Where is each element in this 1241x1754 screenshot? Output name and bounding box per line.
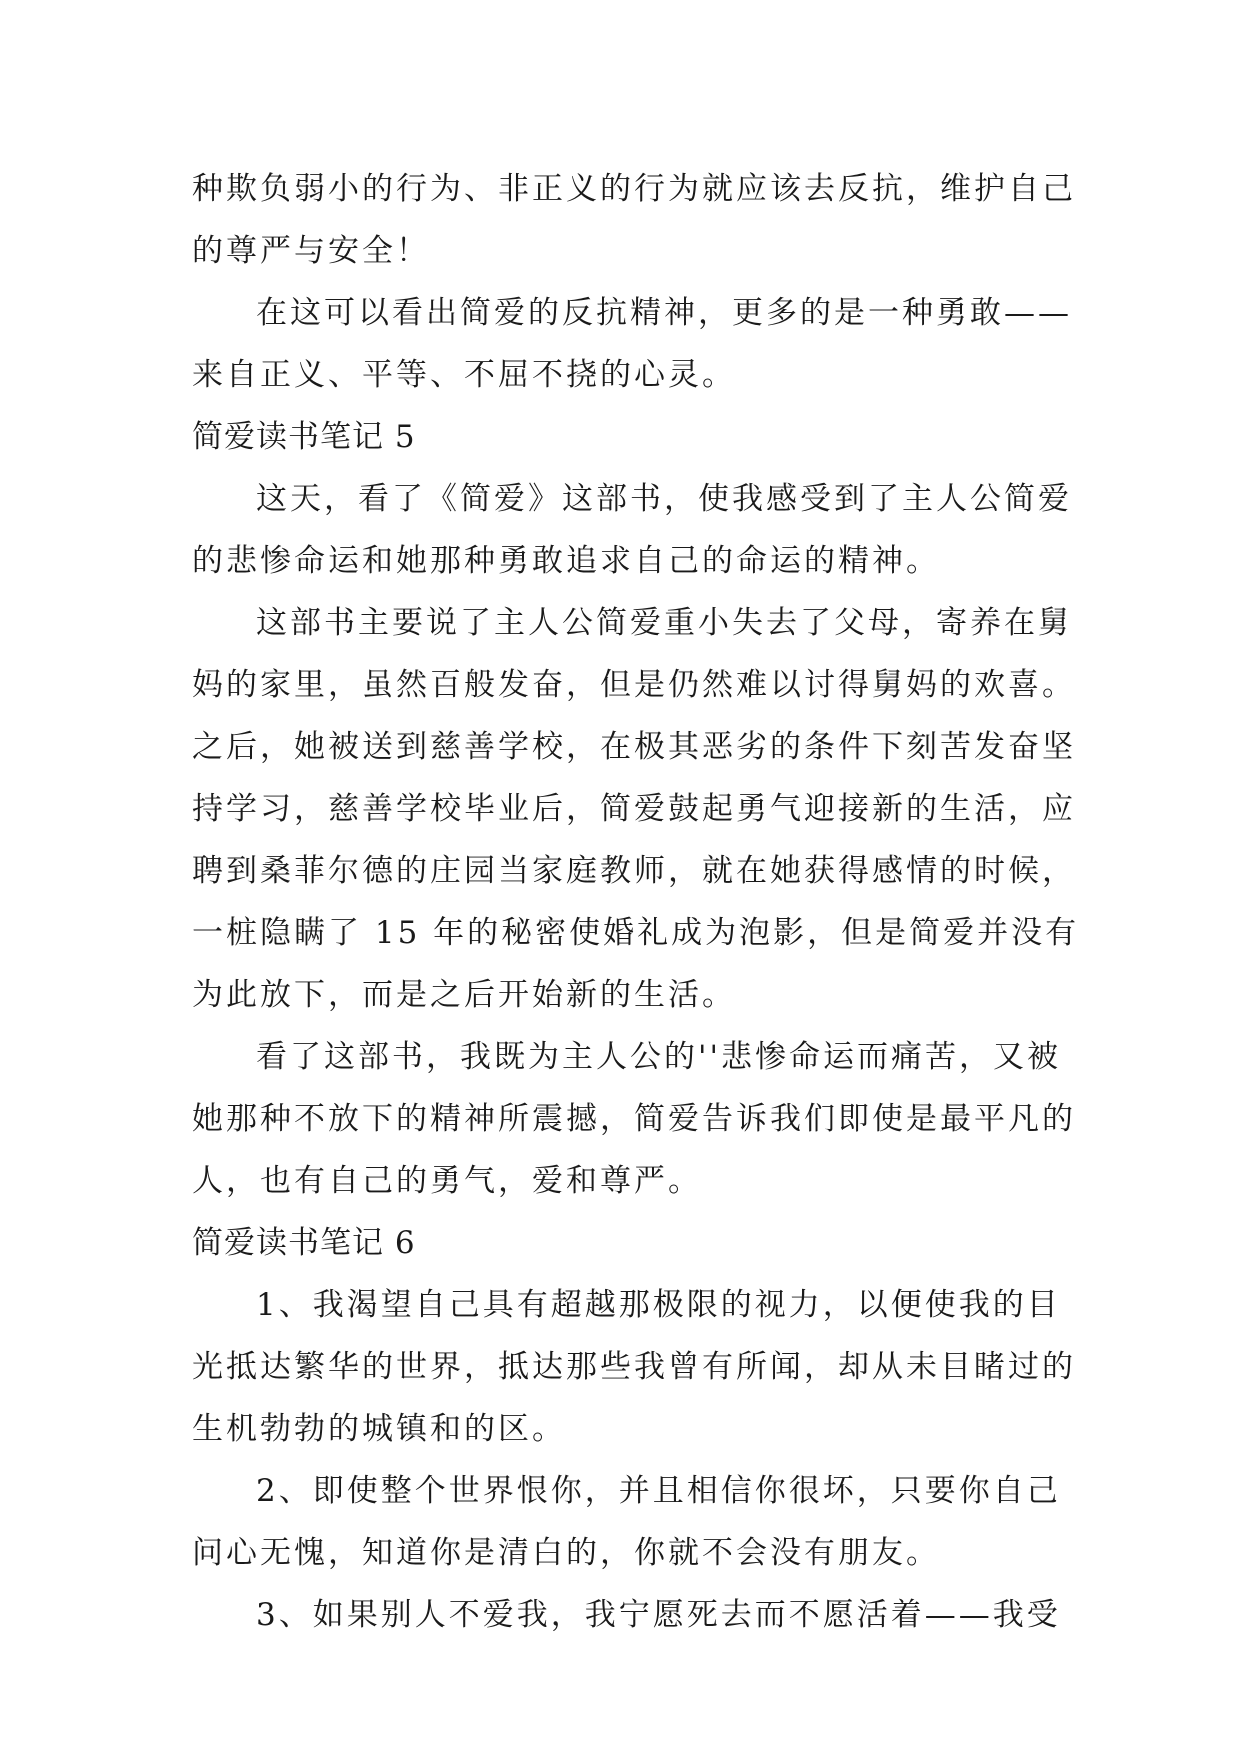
text-line: 看了这部书，我既为主人公的''悲惨命运而痛苦，又被	[256, 1039, 1062, 1075]
text-line: 来自正义、平等、不屈不挠的心灵。	[192, 357, 736, 393]
section-heading: 简爱读书笔记 5	[192, 419, 416, 455]
text-line: 种欺负弱小的行为、非正义的行为就应该去反抗，维护自己	[192, 171, 1076, 207]
text-line: 人，也有自己的勇气，爱和尊严。	[192, 1163, 702, 1199]
text-line: 光抵达繁华的世界，抵达那些我曾有所闻，却从未目睹过的	[192, 1349, 1076, 1385]
text-line: 1、我渴望自己具有超越那极限的视力，以便使我的目	[256, 1287, 1061, 1323]
section-heading: 简爱读书笔记 6	[192, 1225, 416, 1261]
text-line: 持学习，慈善学校毕业后，简爱鼓起勇气迎接新的生活，应	[192, 791, 1076, 827]
text-line: 2、即使整个世界恨你，并且相信你很坏，只要你自己	[256, 1473, 1061, 1509]
text-line: 一桩隐瞒了 15 年的秘密使婚礼成为泡影，但是简爱并没有	[192, 915, 1080, 951]
text-line: 为此放下，而是之后开始新的生活。	[192, 977, 736, 1013]
text-line: 生机勃勃的城镇和的区。	[192, 1411, 566, 1447]
text-line: 在这可以看出简爱的反抗精神，更多的是一种勇敢——	[256, 295, 1072, 331]
text-line: 问心无愧，知道你是清白的，你就不会没有朋友。	[192, 1535, 940, 1571]
text-line: 之后，她被送到慈善学校，在极其恶劣的条件下刻苦发奋坚	[192, 729, 1076, 765]
document-page	[192, 158, 1080, 1646]
text-line: 妈的家里，虽然百般发奋，但是仍然难以讨得舅妈的欢喜。	[192, 667, 1076, 703]
text-line: 她那种不放下的精神所震撼，简爱告诉我们即使是最平凡的	[192, 1101, 1076, 1137]
text-line: 这部书主要说了主人公简爱重小失去了父母，寄养在舅	[256, 605, 1072, 641]
text-line: 这天，看了《简爱》这部书，使我感受到了主人公简爱	[256, 481, 1072, 517]
text-line: 聘到桑菲尔德的庄园当家庭教师，就在她获得感情的时候，	[192, 853, 1076, 889]
text-line: 3、如果别人不爱我，我宁愿死去而不愿活着——我受	[256, 1597, 1061, 1633]
text-line: 的尊严与安全！	[192, 233, 430, 269]
text-line: 的悲惨命运和她那种勇敢追求自己的命运的精神。	[192, 543, 940, 579]
